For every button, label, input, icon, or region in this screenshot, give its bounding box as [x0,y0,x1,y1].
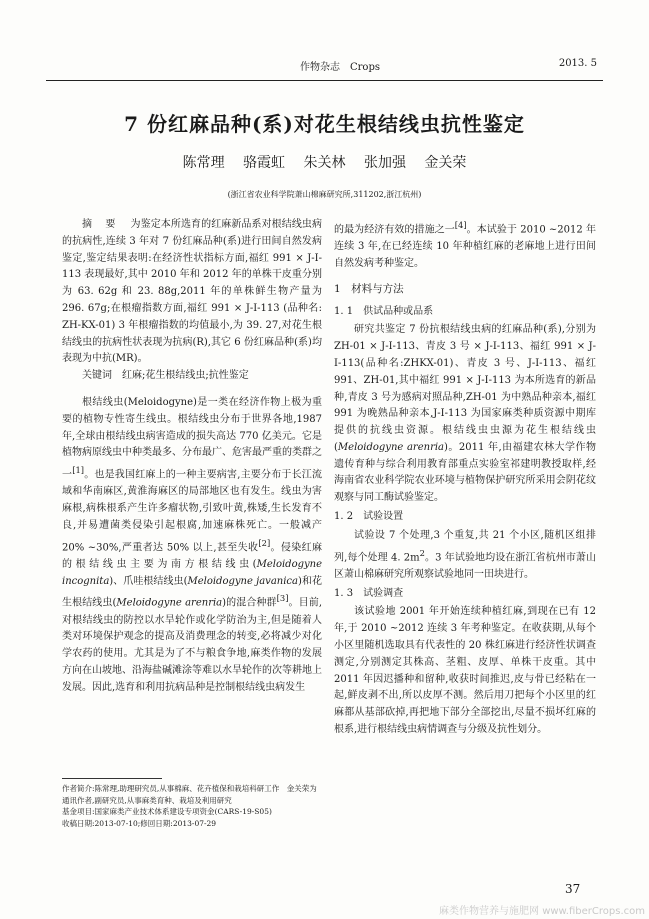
abstract-label: 摘 要 [82,219,121,230]
intro-text-4: )、爪哇根结线虫( [109,575,188,587]
keywords-label: 关键词 [82,370,112,382]
ref-2: [2] [258,537,271,548]
section-paragraph [334,528,596,584]
abstract-text: 为鉴定本所选育的红麻新品系对根结线虫病的抗病性,连续 3 年对 7 份红麻品种(系)进行田间自然发病鉴定,鉴定结果表明:在经济性状指标方面,福红 991 × J-I-113 表现最好,其中 2010 年和 2012 年的单株干皮重分别为 63. 62g 和 23. 88g,2011 年的单株鲜生物产量为 296. 67g;在根瘤指数方面,福红 991 × J-I-113 (品种名: ZH-KX-01) 3 年根瘤指数的均值最小,为 39. 27,对花生根结线虫的抗病性状表现为抗病(R),其它 6 份红麻品种(系)均表现为中抗(MR)。 [62,219,323,365]
subsection-heading: 1. 1 供试品种或品系 [334,305,434,317]
fund-info: 基金项目:国家麻类产业技术体系建设专项资金(CARS-19-S05) [62,807,272,816]
keywords-text: 红麻;花生根结线虫;抗性鉴定 [122,370,249,382]
section-heading: 1 材料与方法 [334,282,404,295]
left-column [62,217,322,697]
intro-text-5: )和花生根结线虫( [62,575,322,609]
species-name: Meloidogyne javanica [187,575,298,587]
intro-paragraph [62,395,322,697]
header-rule [46,80,603,81]
keywords [62,368,322,385]
species-name: Meloidogyne incognita [62,558,322,587]
section-text: 研究共鉴定 7 份抗根结线虫病的红麻品种(系),分别为 ZH-01 × J-I-113、青皮 3 号 × J-I-113、福红 991 × J-I-113(品种名:ZHKX-01)、青皮 3 号、J-I-113、福红 991、ZH-01,其中福红 991 × J-I-113 为本所选育的新品种,青皮 3 号为感病对照品种,ZH-01 为中熟品种亲本,福红 991 为晚熟品种亲本,J-I-113 为国家麻类种质资源中期库提供的抗线虫资源。根结线虫虫源为花生根结线虫( [334,324,596,453]
section-text: 。3 年试验地均设在浙江省杭州市萧山区萧山棉麻研究所观察试验地同一田块进行。 [334,552,597,580]
ref-3: [3] [276,593,289,604]
footnotes [62,783,324,829]
intro-text-7: 。目前,对根结线虫的防控以水旱轮作或化学防治为主,但是随着人类对环境保护观念的提高及消费理念的转变,必将减少对化学农药的使用。尤其是为了不与粮食争地,麻类作物的发展方向在山坡地、沿海盐碱滩涂等难以水旱轮作的次等耕地上发展。因此,选育和利用抗病品种是控制根结线虫病发生 [62,597,323,693]
author-affiliation: (浙江省农业科学院萧山棉麻研究所,311202,浙江杭州) [227,190,422,199]
section-text: )。2011 年,由福建农林大学作物遗传育种与综合利用教育部重点实验室祁建明教授取样,经海南省农业科学院农业环境与植物保护研究所采用会阴花纹观察与同工酶试验鉴定。 [334,441,596,504]
intro-text-9: 。本试验于 2010 ~2012 年连续 3 年,在已经连续 10 年种植红麻的老麻地上进行田间自然发病考种鉴定。 [334,224,596,269]
intro-text-2: 。也是我国红麻上的一种主要病害,主要分布于长江流域和华南麻区,黄淮海麻区的局部地区也有发生。线虫为害麻根,病株根系产生许多瘤状物,引致叶黄,株矮,生长发育不良,并易遭菌类侵染引起根腐,加速麻株死亡。一般减产 20% ~30%,严重者达 50% 以上,甚至失收 [62,469,322,553]
abstract [62,217,322,368]
received-dates: 收稿日期:2013-07-10;修回日期:2013-07-29 [62,818,217,828]
page-number: 37 [565,882,581,896]
journal-name: 作物杂志 Crops [300,62,380,73]
author-info: 作者简介:陈常理,助理研究员,从事棉麻、花卉植保和栽培科研工作 金关荣为通讯作者,副研究员,从事麻类育种、栽培及利用研究 [62,784,317,805]
intro-text-6: )的混合种群 [222,597,277,609]
footnote-rule [62,778,162,779]
section-text: 试验设 7 个处理,3 个重复,共 21 个小区,随机区组排列,每个处理 4. 2m [334,529,596,563]
intro-text-8: 的最为经济有效的措施之一 [334,224,455,236]
ref-1: [1] [72,465,84,476]
intro-text-3: 。侵染红麻的根结线虫主要为南方根结线虫( [62,542,323,570]
subsection-heading: 1. 2 试验设置 [334,511,404,523]
site-watermark: 麻类作物营养与施肥网 www.fiberCrops.com [439,906,645,917]
ref-4: [4] [454,220,467,230]
species-name: Meloidogyne arenria [337,441,445,453]
subsection-heading: 1. 3 试验调查 [334,587,404,599]
section-paragraph: 该试验地 2001 年开始连续种植红麻,到现在已有 12 年,于 2010 ~2012 连续 3 年考种鉴定。在收获期,从每个小区里随机选取具有代表性的 20 株红麻进行经济性状调查测定,分别测定其株高、茎粗、皮厚、单株干皮重。其中 2011 年因迟播种和留种,收获时间推迟,皮与骨已经粘在一起,鲜皮剥不出,所以皮厚不测。然后用刀把每个小区里的红麻都从基部砍掉,再把地下部分全部挖出,尽量不损坏红麻的根系,进行根结线虫病情调查与分级及抗性划分。 [334,606,596,735]
issue-number: 2013. 5 [558,58,597,69]
intro-text-1: 根结线虫(Meloidogyne)是一类在经济作物上极为重要的植物专性寄生线虫。根结线虫分布于世界各地,1987 年,全球由根结线虫病害造成的损失高达 770 亿美元。它是植物病原线虫中种类最多、分布最广、危害最严重的类群之一 [62,396,322,481]
intro-continued [334,217,596,273]
superscript: 2 [419,547,425,558]
section-paragraph [334,322,596,507]
article-authors: 陈常理 骆霞虹 朱关林 张加强 金关荣 [182,155,467,171]
article-title: 7 份红麻品种(系)对花生根结线虫抗性鉴定 [124,112,525,136]
species-name: Meloidogyne arenria [116,597,223,609]
right-column [334,217,596,739]
